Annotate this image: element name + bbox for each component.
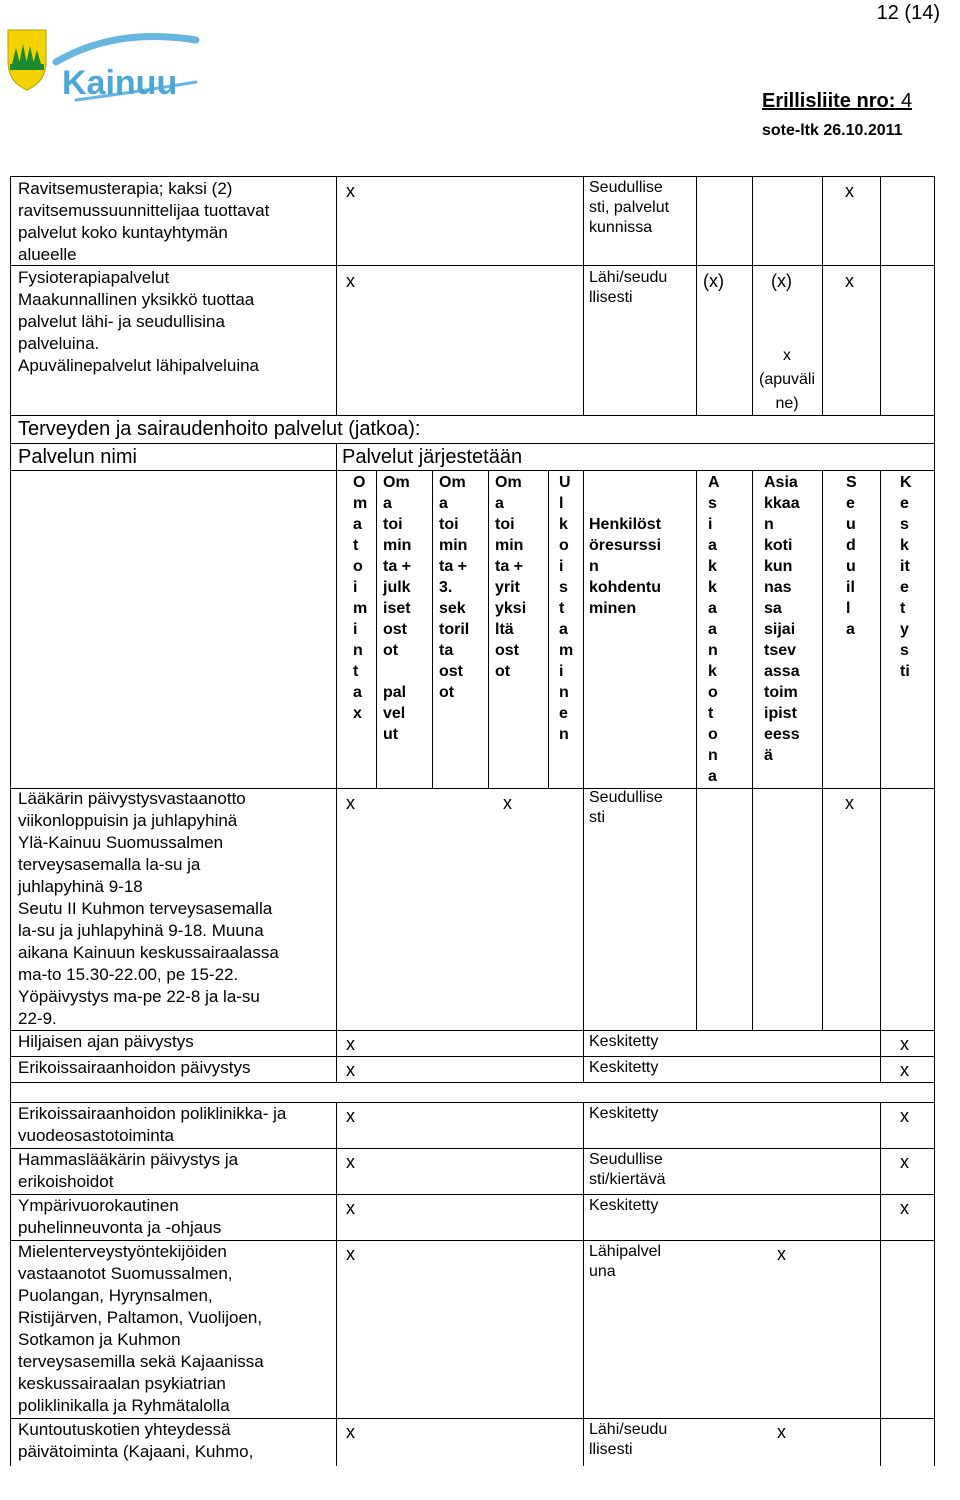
mark-oma-toiminta: x	[346, 1034, 355, 1054]
service-note: Keskitetty	[589, 1197, 659, 1214]
mark-keskitetysti: x	[900, 1106, 909, 1126]
service-note: Keskitetty	[589, 1105, 659, 1122]
mark-seudulla: x	[845, 793, 854, 813]
mark-oma-toiminta: x	[346, 793, 355, 813]
mark-oma-toiminta: x	[346, 181, 355, 201]
mark-oma-toiminta: x	[346, 1152, 355, 1172]
service-note: Lähipalvel una	[589, 1243, 662, 1280]
service-name: Lääkärin päivystysvastaanotto viikonloppuisin ja juhlapyhinä Ylä-Kainuu Suomussalmen terveysasemalla la-su ja juhlapyhinä 9-18 Seutu II Kuhmon terveysasemalla la-su ja juhlapyhinä 9-18. Muuna aikana Kainuun keskussairaalassa ma-to 15.30-22.00, pe 15-22. Yöpäivystys ma-pe 22-8 ja la-su 22-9.	[18, 789, 279, 1028]
col-kotikunnassa: Asia kkaa n koti kun nas sa sijai tsev assa toim ipist eess ä	[764, 474, 800, 764]
service-area: Seudullise sti, palvelut kunnissa	[589, 179, 670, 236]
service-name: Fysioterapiapalvelut Maakunnallinen yksikkö tuottaa palvelut lähi- ja seudullisina palveluina. Apuvälinepalvelut lähipalveluina	[18, 268, 260, 375]
col-asiakkaan-kotona: A s i a k k a a n k o t o n a	[708, 474, 720, 785]
service-note: Lähi/seudu llisesti	[589, 1421, 668, 1458]
page-number: 12 (14)	[876, 2, 940, 24]
mark-keskitetysti: x	[900, 1034, 909, 1054]
svg-text:Kainuu: Kainuu	[62, 64, 178, 102]
reference-date: sote-ltk 26.10.2011	[762, 122, 903, 139]
mark-keskitetysti: x	[900, 1060, 909, 1080]
mark-oma-toiminta: x	[346, 1060, 355, 1080]
mark-oma-toiminta: x	[346, 1198, 355, 1218]
service-name: Ravitsemusterapia; kaksi (2) ravitsemussuunnittelijaa tuottavat palvelut koko kuntayhtymän alueelle	[18, 179, 270, 264]
col-ulkoistaminen: U l k o i s t a m i n e n	[559, 474, 574, 743]
mark-oma-toiminta: x	[346, 1106, 355, 1126]
col-yritysostot: Om a toi min ta + yrit yksi ltä ost ot	[495, 474, 527, 680]
service-note: Seudullise sti/kiertävä	[589, 1151, 666, 1188]
mark-oma-toiminta: x	[346, 1244, 355, 1264]
section-title: Terveyden ja sairaudenhoito palvelut (jatkoa):	[18, 418, 421, 440]
service-name: Mielenterveystyöntekijöiden vastaanotot Suomussalmen, Puolangan, Hyrynsalmen, Ristijärven, Paltamon, Vuolijoen, Sotkamon ja Kuhmon terveysasemilla sekä Kajaanissa keskussairaalan psykiatrian poliklinikalla ja Ryhmätalolla	[18, 1242, 264, 1415]
service-name: Erikoissairaanhoidon päivystys	[18, 1058, 251, 1077]
service-note: Seudullise sti	[589, 789, 663, 826]
mark-apuvalineet: x (apuväli ne)	[758, 347, 816, 412]
col-henkilostoresurssi: Henkilöst öresurssi n kohdentu minen	[589, 516, 662, 617]
service-name: Kuntoutuskotien yhteydessä päivätoiminta (Kajaani, Kuhmo,	[18, 1420, 254, 1461]
mark-yritysostot: x	[503, 793, 512, 813]
mark-oma-toiminta: x	[346, 1422, 355, 1442]
mark-kotikunnassa: x	[777, 1244, 786, 1264]
mark-keskitetysti: x	[900, 1152, 909, 1172]
service-name: Hiljaisen ajan päivystys	[18, 1032, 194, 1051]
col-keskitetysti: K e s k it e t y s ti	[900, 474, 912, 680]
col-seudulla: S e u d u il l a	[846, 474, 857, 638]
mark-seudulla: x	[845, 271, 854, 291]
column-group-header: Palvelut järjestetään	[342, 446, 523, 468]
col-oma-toiminta: O m a t o i m i n t a x	[353, 474, 368, 722]
mark-asiakkaan-kotona: (x)	[703, 271, 724, 291]
column-header-name: Palvelun nimi	[18, 446, 137, 468]
shield-icon	[8, 30, 46, 90]
mark-kotikunnassa: x	[777, 1422, 786, 1442]
mark-kotikunnassa: (x)	[771, 271, 792, 291]
mark-oma-toiminta: x	[346, 271, 355, 291]
service-note: Keskitetty	[589, 1059, 659, 1076]
service-area: Lähi/seudu llisesti	[589, 269, 668, 306]
mark-keskitetysti: x	[900, 1198, 909, 1218]
attachment-number: Erillisliite nro: 4	[762, 90, 913, 112]
service-name: Erikoissairaanhoidon poliklinikka- ja vuodeosastotoiminta	[18, 1104, 287, 1145]
col-3-sektori: Om a toi min ta + 3. sek toril ta ost ot	[439, 474, 470, 701]
col-julkiset-ostot: Om a toi min ta + julk iset ost ot pal vel ut	[383, 474, 412, 743]
mark-seudulla: x	[845, 181, 854, 201]
service-name: Ympärivuorokautinen puhelinneuvonta ja -ohjaus	[18, 1196, 222, 1237]
service-name: Hammaslääkärin päivystys ja erikoishoidot	[18, 1150, 239, 1191]
service-note: Keskitetty	[589, 1033, 659, 1050]
kainuu-logo	[6, 22, 206, 117]
